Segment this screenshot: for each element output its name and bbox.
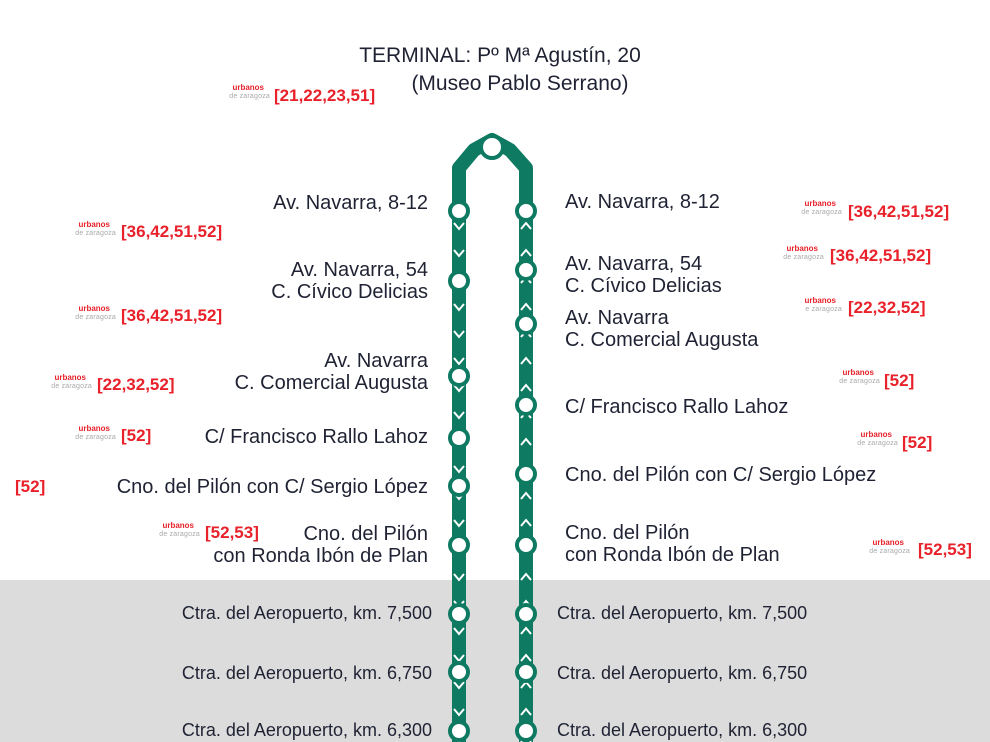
- left-stop-label: Ctra. del Aeropuerto, km. 6,750: [181, 663, 432, 683]
- urbanos-logo: urbanos de zaragoza: [75, 304, 116, 321]
- left-stop-connections: [52,53]: [205, 523, 259, 542]
- left-stop-connections: [52]: [15, 477, 46, 496]
- right-stop-label: Ctra. del Aeropuerto, km. 6,300: [557, 720, 808, 740]
- left-stop-marker: [450, 202, 468, 220]
- right-stop-label: Cno. del Pilón con Ronda Ibón de Plan: [565, 522, 780, 566]
- right-stop-label: Ctra. del Aeropuerto, km. 7,500: [557, 603, 808, 623]
- urbanos-logo: urbanos de zaragoza: [75, 424, 116, 441]
- right-stop-marker: [517, 605, 535, 623]
- right-stop-connections: [36,42,51,52]: [848, 202, 950, 221]
- left-stop-connections: [36,42,51,52]: [121, 306, 223, 325]
- left-stop-label: Av. Navarra, 8-12: [273, 192, 428, 214]
- right-stop-marker: [517, 663, 535, 681]
- right-stop-label: Av. Navarra, 54 C. Cívico Delicias: [565, 253, 722, 297]
- left-stop-connections: [22,32,52]: [97, 375, 175, 394]
- right-stop-connections: [52,53]: [918, 540, 972, 559]
- left-stop-marker: [450, 663, 468, 681]
- right-stop-connections: [52]: [884, 371, 915, 390]
- urbanos-logo: urbanos de zaragoza: [51, 373, 92, 390]
- left-stop-connections: [52]: [121, 426, 152, 445]
- urbanos-logo: urbanos de zaragoza: [869, 538, 910, 555]
- left-stop-label: Av. Navarra C. Comercial Augusta: [234, 350, 428, 394]
- left-stop-marker: [450, 477, 468, 495]
- left-stop-label: Ctra. del Aeropuerto, km. 6,300: [181, 720, 432, 740]
- left-stop-label: C/ Francisco Rallo Lahoz: [204, 426, 428, 448]
- left-stop-label: Cno. del Pilón con C/ Sergio López: [116, 476, 428, 498]
- right-stop-connections: [36,42,51,52]: [830, 246, 932, 265]
- urbanos-logo: urbanos de zaragoza: [159, 521, 200, 538]
- urbanos-logo: urbanos de zaragoza: [229, 83, 270, 100]
- right-stop-connections: [22,32,52]: [848, 298, 926, 317]
- right-stop-label: Av. Navarra C. Comercial Augusta: [565, 307, 759, 351]
- right-stop-marker: [517, 465, 535, 483]
- right-stop-label: Ctra. del Aeropuerto, km. 6,750: [557, 663, 808, 683]
- right-stop-label: C/ Francisco Rallo Lahoz: [565, 396, 789, 418]
- left-stop-connections: [36,42,51,52]: [121, 222, 223, 241]
- left-stop-marker: [450, 367, 468, 385]
- urbanos-logo: urbanos de zaragoza: [783, 244, 824, 261]
- right-stop-marker: [517, 261, 535, 279]
- terminal-stop-marker: [481, 136, 503, 158]
- left-stop-marker: [450, 429, 468, 447]
- right-stop-marker: [517, 315, 535, 333]
- left-stop-label: Cno. del Pilón con Ronda Ibón de Plan: [213, 523, 428, 567]
- terminal-name: TERMINAL: Pº Mª Agustín, 20: [359, 44, 641, 67]
- urbanos-logo: urbanos de zaragoza: [839, 368, 880, 385]
- urbanos-logo: urbanos de zaragoza: [857, 430, 898, 447]
- right-stop-connections: [52]: [902, 433, 933, 452]
- urbanos-logo: urbanos e zaragoza: [804, 296, 842, 313]
- left-stop-label: Av. Navarra, 54 C. Cívico Delicias: [271, 259, 428, 303]
- right-stop-marker: [517, 722, 535, 740]
- left-stop-label: Ctra. del Aeropuerto, km. 7,500: [181, 603, 432, 623]
- left-stop-marker: [450, 536, 468, 554]
- terminal-connections: [21,22,23,51]: [274, 86, 376, 105]
- terminal-subtitle: (Museo Pablo Serrano): [411, 72, 629, 95]
- right-stop-marker: [517, 202, 535, 220]
- left-stop-marker: [450, 722, 468, 740]
- left-stop-marker: [450, 272, 468, 290]
- urbanos-logo: urbanos de zaragoza: [801, 199, 842, 216]
- right-stop-marker: [517, 396, 535, 414]
- urbanos-logo: urbanos de zaragoza: [75, 220, 116, 237]
- right-stop-marker: [517, 536, 535, 554]
- right-stop-label: Cno. del Pilón con C/ Sergio López: [565, 464, 877, 486]
- right-stop-label: Av. Navarra, 8-12: [565, 191, 720, 213]
- left-stop-marker: [450, 605, 468, 623]
